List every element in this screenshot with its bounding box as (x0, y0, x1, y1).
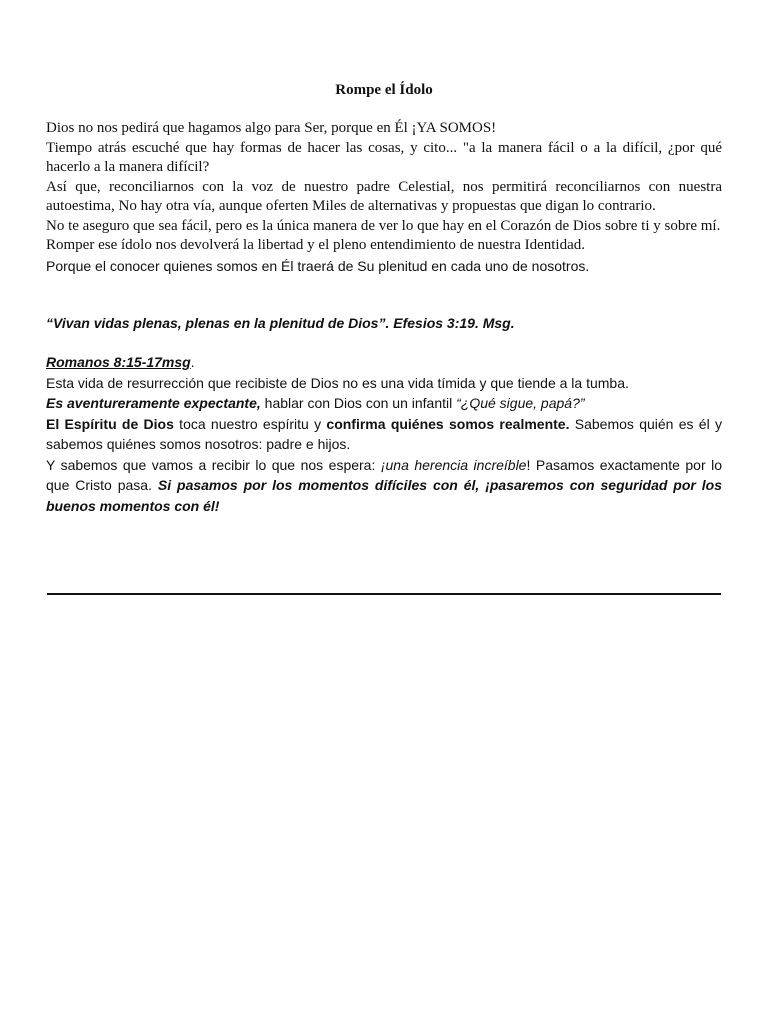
romanos-reference-period: . (190, 354, 195, 370)
scripture-quote: “Vivan vidas plenas, plenas en la plenitud de Dios”. Efesios 3:19. Msg. (46, 315, 515, 331)
que-sigue-phrase: “¿Qué sigue, papá?” (456, 395, 585, 411)
romanos-section (46, 352, 722, 516)
horizontal-rule (47, 593, 721, 595)
confirma-phrase: confirma quiénes somos realmente. (326, 415, 570, 432)
line4-text-1: Y sabemos que vamos a recibir lo que nos espera: (46, 456, 381, 473)
expectante-phrase: Es aventureramente expectante, (46, 395, 261, 411)
intro-paragraph-5: Romper ese ídolo nos devolverá la libertad y el pleno entendimiento de nuestra Identidad. (46, 237, 586, 253)
romanos-line-1: Esta vida de resurrección que recibiste de Dios no es una vida tímida y que tiende a la tumba. (46, 374, 629, 391)
intro-paragraph-1: Dios no nos pedirá que hagamos algo para Ser, porque en Él ¡YA SOMOS! (46, 120, 497, 136)
intro-text (46, 119, 722, 276)
line3-text-2: Sabemos quién es él y sabemos quiénes somos nosotros: padre e hijos. (46, 415, 722, 452)
intro-paragraph-4: No te aseguro que sea fácil, pero es la única manera de ver lo que hay en el Corazón de Dios sobre ti y sobre mí. (46, 217, 721, 234)
plenitud-line: Porque el conocer quienes somos en Él traerá de Su plenitud en cada uno de nosotros. (46, 257, 590, 274)
line4-text-2: ! Pasamos exactamente por lo que Cristo pasa. (46, 456, 722, 493)
document-title: Rompe el Ídolo (335, 82, 433, 98)
line3-text-1: toca nuestro espíritu y (173, 415, 327, 432)
intro-paragraph-3: Así que, reconciliarnos con la voz de nuestro padre Celestial, nos permitirá reconciliarnos con nuestra autoestima, No hay otra vía, aunque oferten Miles de alternativas y propuestas que digan lo contrario. (46, 178, 722, 214)
herencia-phrase: ¡una herencia increíble (380, 456, 527, 473)
line2-text: hablar con Dios con un infantil (260, 395, 457, 411)
romanos-reference: Romanos 8:15-17msg (46, 354, 191, 370)
romanos-line-2 (46, 393, 722, 414)
momentos-phrase: Si pasamos por los momentos difíciles con él, ¡pasaremos con seguridad por los buenos momentos con él! (46, 477, 722, 514)
intro-paragraph-2: Tiempo atrás escuché que hay formas de hacer las cosas, y cito... "a la manera fácil o a la difícil, ¿por qué hacerlo a la manera difícil? (46, 139, 722, 175)
espiritu-phrase: El Espíritu de Dios (46, 415, 174, 432)
romanos-line-4 (46, 455, 722, 517)
romanos-reference-line (46, 352, 722, 373)
romanos-line-3 (46, 414, 722, 455)
